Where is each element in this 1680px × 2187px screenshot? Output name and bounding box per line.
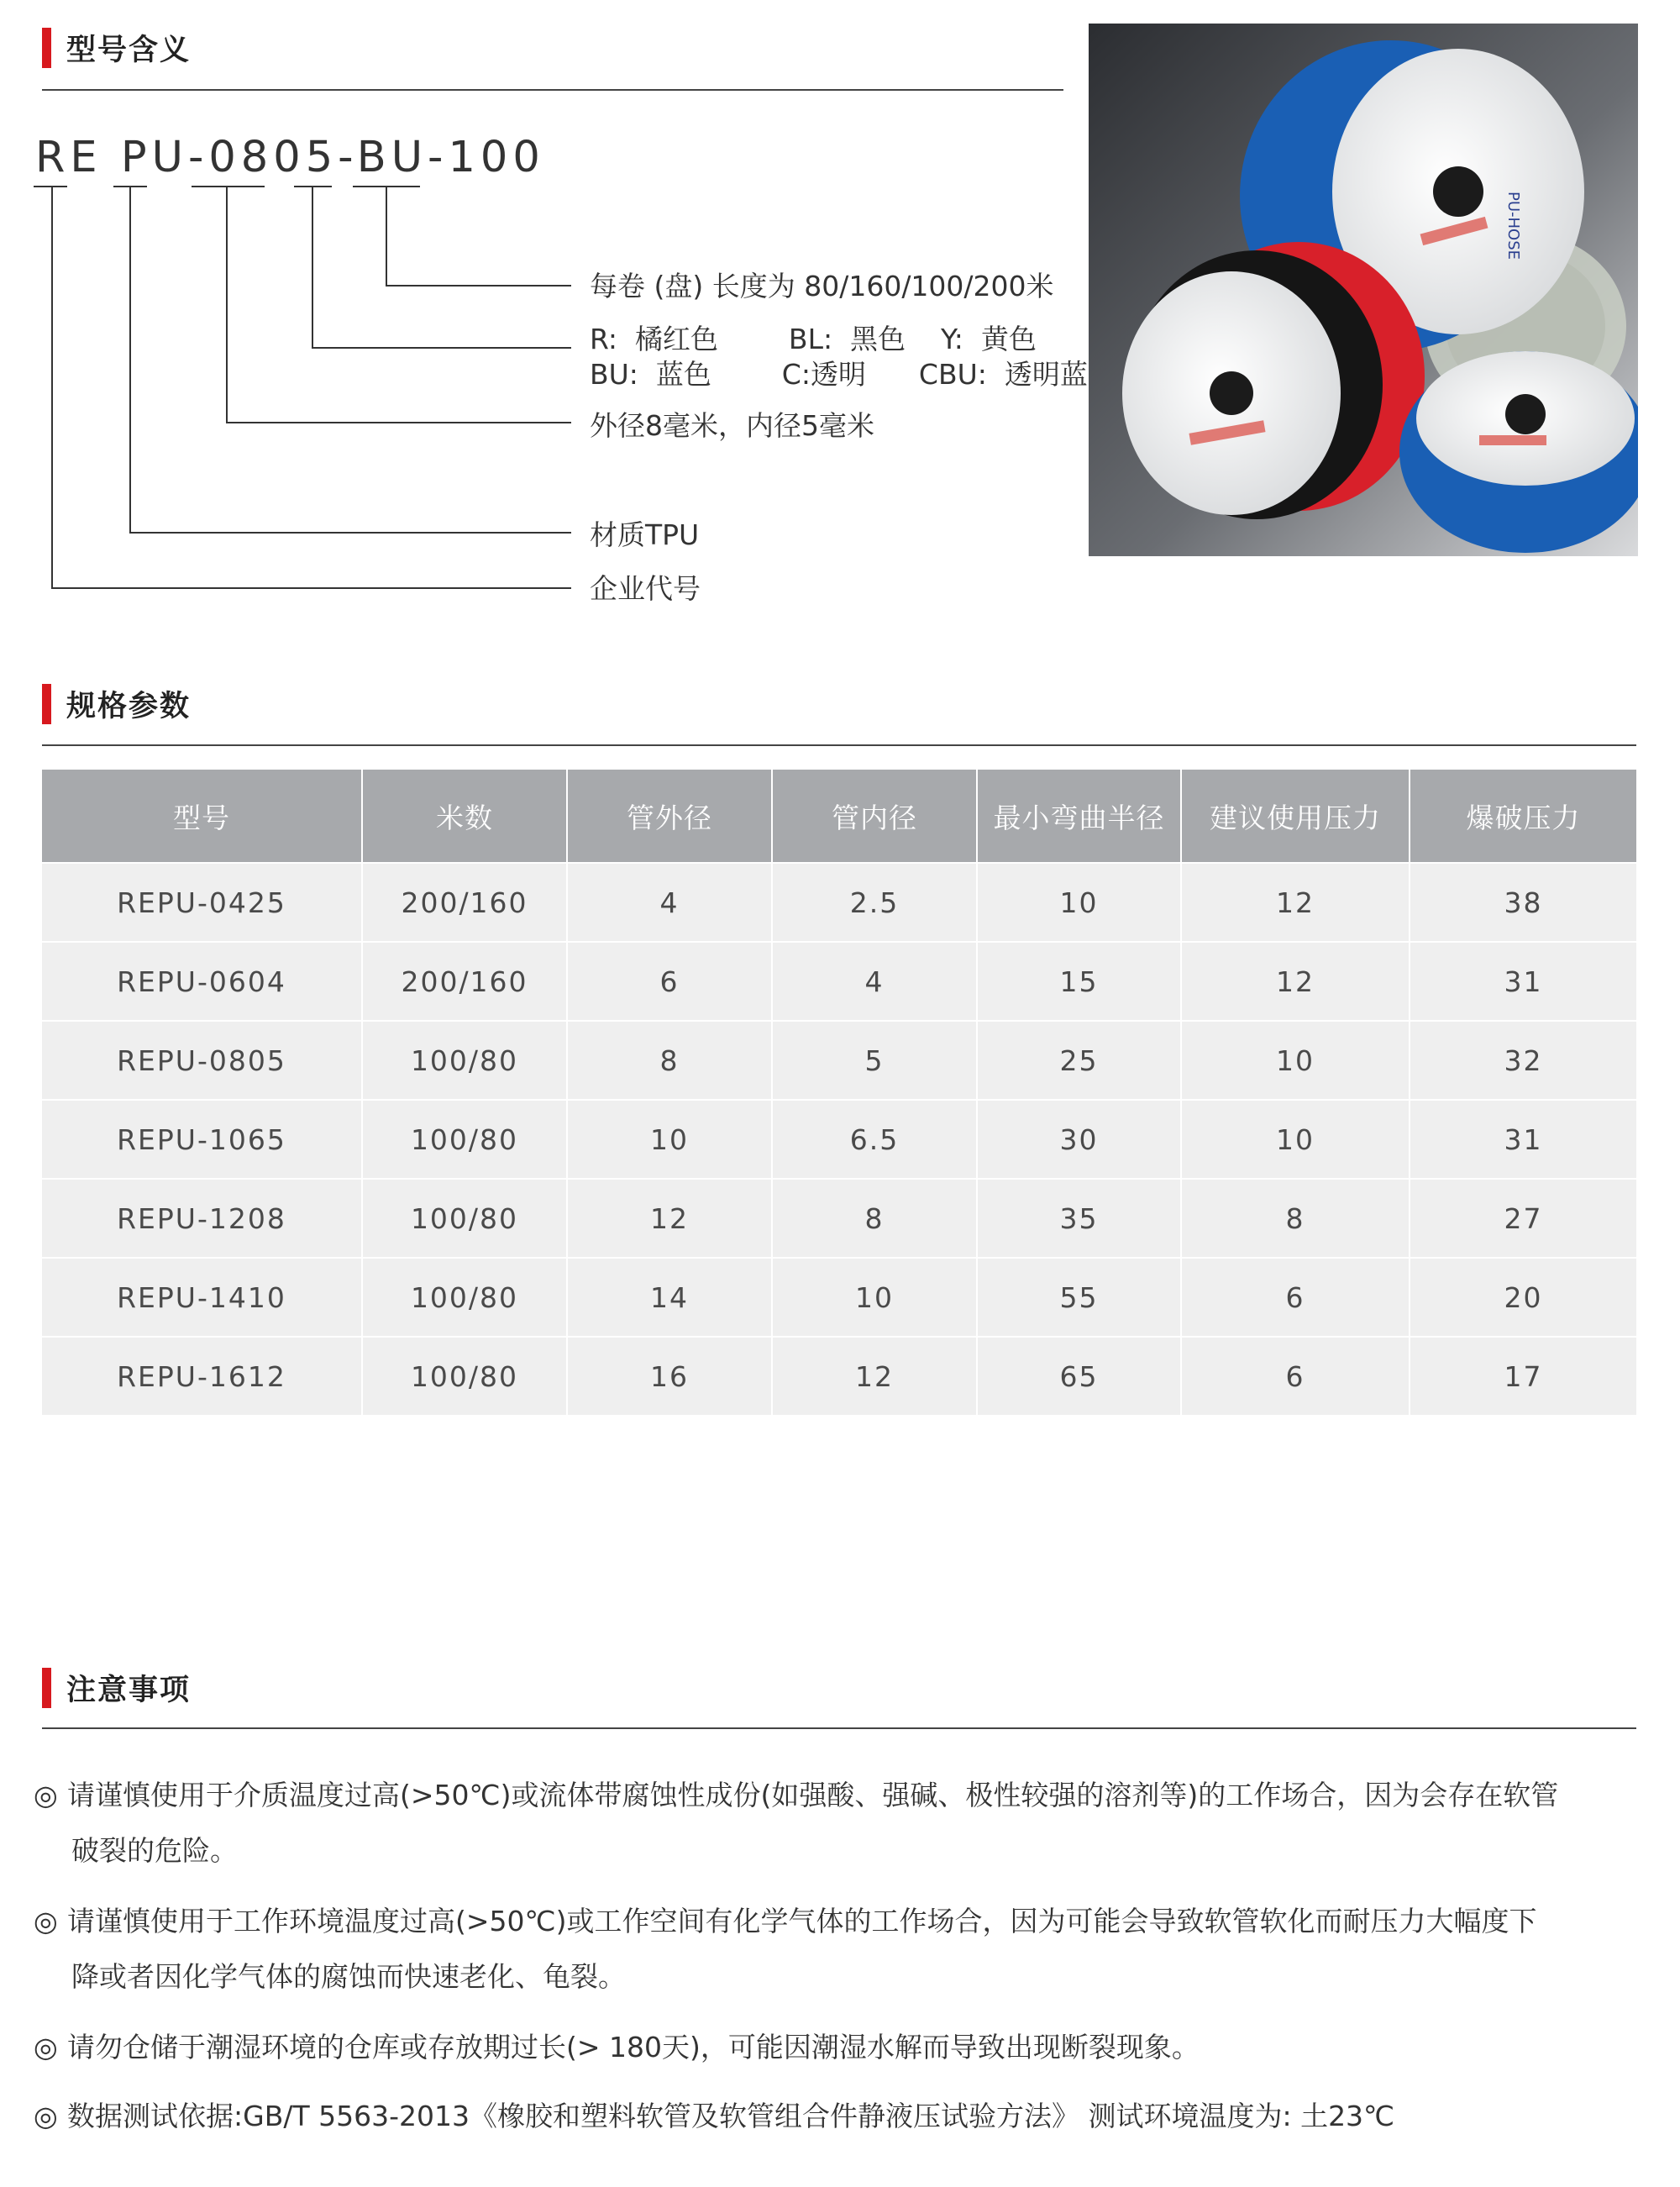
note-text-continued: 降或者因化学气体的腐蚀而快速老化、龟裂。 — [71, 1960, 626, 1993]
table-cell: 17 — [1410, 1337, 1636, 1415]
table-cell: 25 — [977, 1021, 1181, 1100]
note-text: 数据测试依据:GB/T 5563-2013《橡胶和塑料软管及软管组合件静液压试验方法》 测试环境温度为: 土23℃ — [67, 2100, 1395, 2132]
legend-color-line2: BU: 蓝色 C:透明 CBU: 透明蓝 — [590, 358, 1088, 391]
table-cell: 8 — [567, 1021, 772, 1100]
table-cell: 10 — [977, 863, 1181, 942]
table-cell: 100/80 — [362, 1100, 567, 1179]
table-cell: 100/80 — [362, 1258, 567, 1337]
spec-table — [42, 770, 1636, 1415]
section-title-spec-params — [42, 683, 191, 725]
table-cell: 31 — [1410, 1100, 1636, 1179]
table-cell: 38 — [1410, 863, 1636, 942]
section-title-text: 型号含义 — [66, 34, 192, 67]
table-cell: REPU-0425 — [42, 863, 362, 942]
table-cell: REPU-1612 — [42, 1337, 362, 1415]
table-cell: 4 — [567, 863, 772, 942]
note-item — [34, 1894, 1613, 2005]
column-header: 管内径 — [772, 770, 977, 863]
table-row — [42, 1021, 1636, 1100]
table-cell: REPU-0604 — [42, 942, 362, 1021]
table-cell: 35 — [977, 1179, 1181, 1258]
legend-material: 材质TPU — [590, 518, 700, 551]
table-header-row — [42, 770, 1636, 863]
note-item — [34, 2020, 1613, 2075]
note-bullet: ◎ — [34, 2100, 58, 2132]
table-cell: 20 — [1410, 1258, 1636, 1337]
table-cell: 32 — [1410, 1021, 1636, 1100]
table-cell: 100/80 — [362, 1021, 567, 1100]
note-item — [34, 1768, 1613, 1879]
section-title-text: 规格参数 — [66, 690, 192, 723]
section-divider — [42, 1727, 1636, 1729]
column-header: 最小弯曲半径 — [977, 770, 1181, 863]
section-divider — [42, 744, 1636, 746]
note-text-continued: 破裂的危险。 — [71, 1834, 238, 1867]
table-cell: 200/160 — [362, 863, 567, 942]
table-cell: 10 — [772, 1258, 977, 1337]
table-cell: 8 — [772, 1179, 977, 1258]
table-cell: 12 — [1181, 863, 1410, 942]
table-cell: REPU-0805 — [42, 1021, 362, 1100]
column-header: 型号 — [42, 770, 362, 863]
table-row — [42, 1337, 1636, 1415]
table-cell: 14 — [567, 1258, 772, 1337]
table-row — [42, 1100, 1636, 1179]
table-cell: 16 — [567, 1337, 772, 1415]
legend-color-line1: R: 橘红色 BL: 黑色 Y: 黄色 — [590, 323, 1037, 355]
table-cell: REPU-1065 — [42, 1100, 362, 1179]
table-cell: 27 — [1410, 1179, 1636, 1258]
accent-bar — [42, 684, 51, 724]
accent-bar — [42, 1668, 51, 1708]
table-cell: REPU-1208 — [42, 1179, 362, 1258]
table-cell: 2.5 — [772, 863, 977, 942]
legend-diameter: 外径8毫米，内径5毫米 — [590, 409, 874, 442]
table-cell: 100/80 — [362, 1179, 567, 1258]
table-cell: REPU-1410 — [42, 1258, 362, 1337]
note-bullet: ◎ — [34, 2031, 58, 2063]
table-cell: 10 — [1181, 1021, 1410, 1100]
table-cell: 12 — [772, 1337, 977, 1415]
table-cell: 200/160 — [362, 942, 567, 1021]
note-bullet: ◎ — [34, 1779, 58, 1811]
product-photo — [1089, 24, 1638, 556]
table-row — [42, 1179, 1636, 1258]
table-cell: 30 — [977, 1100, 1181, 1179]
table-cell: 65 — [977, 1337, 1181, 1415]
column-header: 管外径 — [567, 770, 772, 863]
model-code: RE PU-0805-BU-100 — [35, 133, 545, 182]
table-row — [42, 942, 1636, 1021]
note-text: 请勿仓储于潮湿环境的仓库或存放期过长(> 180天)，可能因潮湿水解而导致出现断裂现象。 — [67, 2031, 1200, 2063]
table-cell: 6 — [1181, 1337, 1410, 1415]
table-cell: 6 — [1181, 1258, 1410, 1337]
table-cell: 10 — [567, 1100, 772, 1179]
legend-length: 每卷 (盘) 长度为 80/160/100/200米 — [590, 270, 1054, 302]
table-cell: 31 — [1410, 942, 1636, 1021]
legend-company: 企业代号 — [590, 572, 701, 605]
table-row — [42, 863, 1636, 942]
table-cell: 15 — [977, 942, 1181, 1021]
note-item — [34, 2089, 1613, 2144]
table-cell: 100/80 — [362, 1337, 567, 1415]
table-row — [42, 1258, 1636, 1337]
reel-label: PU-HOSE — [1504, 192, 1522, 260]
note-bullet: ◎ — [34, 1905, 58, 1937]
column-header: 米数 — [362, 770, 567, 863]
table-cell: 12 — [1181, 942, 1410, 1021]
table-cell: 6.5 — [772, 1100, 977, 1179]
table-cell: 10 — [1181, 1100, 1410, 1179]
table-cell: 12 — [567, 1179, 772, 1258]
column-header: 爆破压力 — [1410, 770, 1636, 863]
table-cell: 4 — [772, 942, 977, 1021]
note-text: 请谨慎使用于介质温度过高(>50℃)或流体带腐蚀性成份(如强酸、强碱、极性较强的溶剂等)的工作场合，因为会存在软管 — [67, 1779, 1559, 1811]
table-cell: 6 — [567, 942, 772, 1021]
column-header: 建议使用压力 — [1181, 770, 1410, 863]
section-title-notes — [42, 1667, 191, 1709]
note-text: 请谨慎使用于工作环境温度过高(>50℃)或工作空间有化学气体的工作场合，因为可能会导致软管软化而耐压力大幅度下 — [67, 1905, 1537, 1937]
section-title-text: 注意事项 — [66, 1674, 192, 1707]
table-cell: 55 — [977, 1258, 1181, 1337]
table-cell: 5 — [772, 1021, 977, 1100]
table-cell: 8 — [1181, 1179, 1410, 1258]
